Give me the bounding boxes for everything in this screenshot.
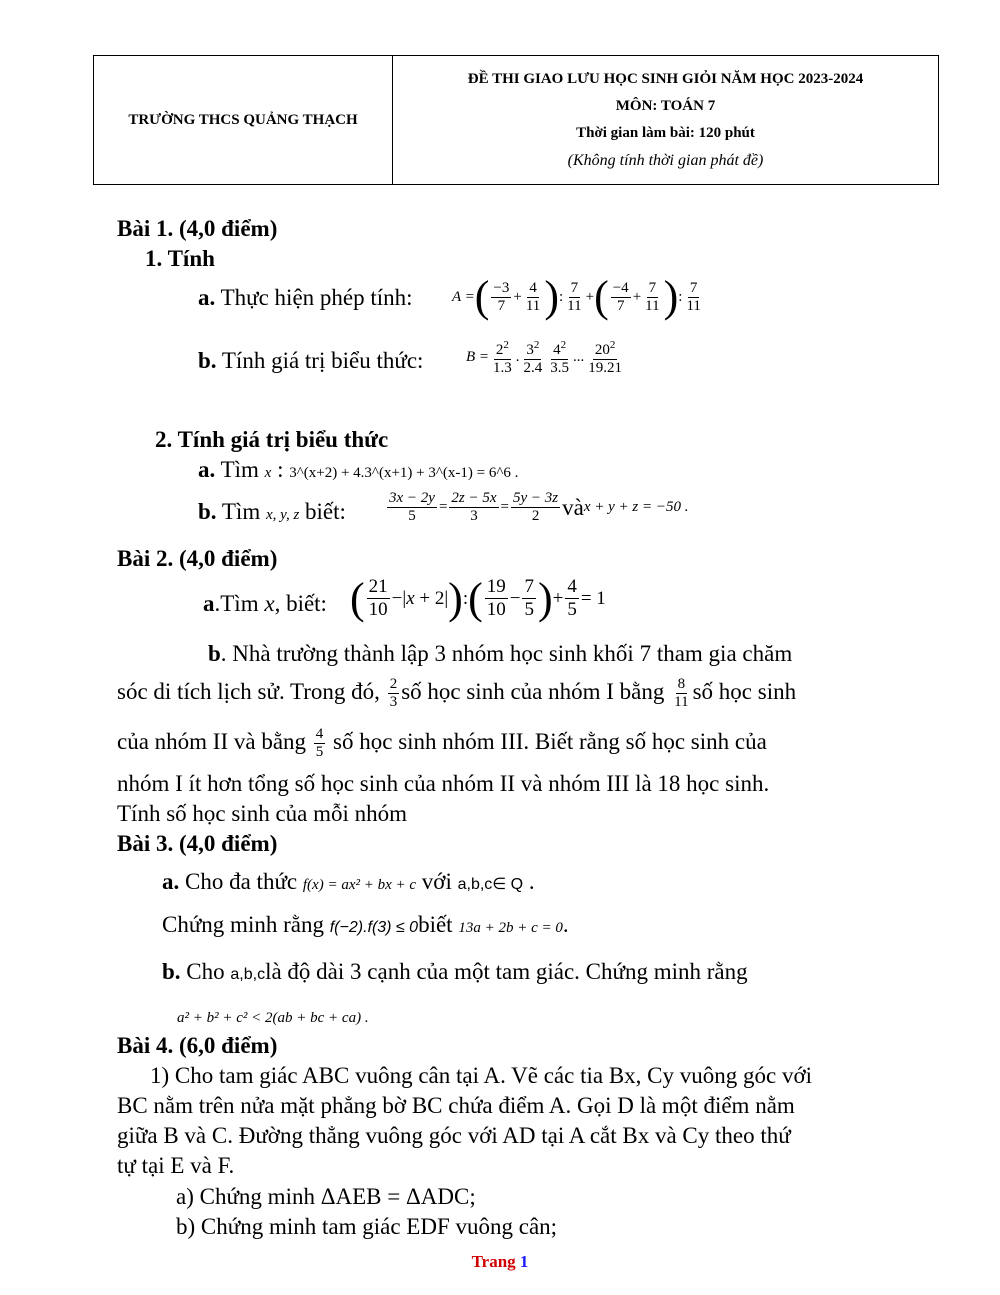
bai3-a2-line: [162, 911, 569, 942]
bai1-title: Bài 1. (4,0 điểm): [117, 216, 278, 241]
bai3-a2-text: Chứng minh rằng: [162, 912, 330, 937]
bai2-b-text3a: của nhóm II và bằng: [117, 728, 312, 754]
bai4-line2: BC nằm trên nửa mặt phẳng bờ BC chứa điểm A. Gọi D là một điểm nằm: [117, 1093, 795, 1118]
bai3-a-end: .: [523, 869, 535, 894]
bai2-b-text2c: số học sinh: [692, 678, 797, 704]
formula-A: A = ( $\frac{-3}{7}$ + $\frac{4}{11}$ ) : $\frac{7}{11}$ + ( $\frac{-4}{7}$ + $\frac{7}{11}$ ) : $\frac{7}{11}$: [452, 272, 701, 321]
bai1-b-line: [198, 347, 423, 375]
formula-ratio: $\frac{3x - 2y}{5}$ = $\frac{2z - 5x}{3}$ = $\frac{5y - 3z}{2}$ và x + y + z = −50 .: [389, 490, 689, 524]
bai1-2a-expr: 3^(x+2) + 4.3^(x+1) + 3^(x-1) = 6^6 .: [289, 465, 519, 481]
bai3-b-text2: là độ dài 3 cạnh của một tam giác. Chứng minh rằng: [265, 959, 748, 984]
bai2-a-var: x: [264, 591, 275, 616]
bai1-2a-label: a.: [198, 457, 216, 482]
page-number: 1: [519, 1252, 529, 1271]
exam-info: [393, 56, 938, 184]
bai1-2b-vars: x, y, z: [265, 507, 300, 523]
bai2-a-text2: , biết:: [274, 591, 327, 616]
bai2-b-line3: của nhóm II và bằng $\frac{4}{5}$ số học sinh nhóm III. Biết rằng số học sinh của: [117, 726, 767, 760]
bai4-line1: 1) Cho tam giác ABC vuông cân tại A. Vẽ các tia Bx, Cy vuông góc với: [150, 1063, 813, 1088]
bai3-a2-end: .: [562, 912, 569, 937]
bai2-b-line4: nhóm I ít hơn tổng số học sinh của nhóm II và nhóm III là 18 học sinh.: [117, 771, 770, 796]
bai4-title: Bài 4. (6,0 điểm): [117, 1033, 278, 1058]
bai1-2b-text: Tìm: [216, 499, 266, 524]
exam-title: ĐỀ THI GIAO LƯU HỌC SINH GIỎI NĂM HỌC 2023-2024: [467, 70, 864, 87]
bai2-b-line1: [208, 640, 792, 668]
bai3-a-text: Cho đa thức: [179, 869, 303, 894]
bai1-b-text: Tính giá trị biểu thức:: [216, 348, 424, 373]
bai1-2b-line: [198, 498, 346, 529]
bai1-a-label: a.: [198, 285, 216, 310]
bai3-a-set: a,b,c∈ Q: [457, 876, 524, 893]
bai3-a-text2: với: [416, 869, 458, 894]
bai4-line3: giữa B và C. Đường thẳng vuông góc với AD tại A cắt Bx và Cy theo thứ: [117, 1123, 791, 1148]
bai1-part2: 2. Tính giá trị biểu thức: [155, 427, 389, 452]
formula-abs: ( $\frac{21}{10}$ −|x + 2| ) : ( $\frac{19}{10}$ − $\frac{7}{5}$ ) + $\frac{4}{5}$ = 1: [350, 573, 606, 623]
bai3-title: Bài 3. (4,0 điểm): [117, 831, 278, 856]
bai1-b-label: b.: [198, 348, 217, 373]
bai2-b-text2b: số học sinh của nhóm I bằng: [401, 678, 671, 704]
page-footer: [0, 1252, 1000, 1272]
bai2-a-line: [203, 590, 327, 618]
bai3-a2-text2: biết: [418, 912, 459, 937]
bai4-line4: tự tại E và F.: [117, 1153, 235, 1178]
bai1-a-line: [198, 284, 413, 312]
bai2-b-text1: . Nhà trường thành lập 3 nhóm học sinh khối 7 tham gia chăm: [220, 641, 793, 666]
bai2-a-label: a: [203, 591, 215, 616]
bai1-2b-tail: x + y + z = −50 .: [583, 499, 689, 515]
bai3-b-label: b.: [162, 959, 181, 984]
bai3-b-vars: a,b,c: [230, 966, 266, 983]
bai3-b-text: Cho: [180, 959, 231, 984]
bai2-title: Bài 2. (4,0 điểm): [117, 546, 278, 571]
bai1-2b-mid: biết:: [299, 499, 346, 524]
bai4-b: b) Chứng minh tam giác EDF vuông cân;: [176, 1214, 558, 1239]
subject: MÔN: TOÁN 7: [615, 97, 716, 114]
school-name: TRƯỜNG THCS QUẢNG THẠCH: [94, 56, 393, 184]
bai2-b-label: b: [208, 641, 221, 666]
bai3-b-line: [162, 958, 748, 989]
bai1-2a-text: Tìm: [215, 457, 265, 482]
bai2-a-text: .Tìm: [214, 591, 265, 616]
bai1-part1: 1. Tính: [145, 246, 215, 271]
formula-B: B = $\frac{2^2}{1.3}$ . $\frac{3^2}{2.4}$ $\frac{4^2}{3.5}$ ... $\frac{20^2}{19.21}$: [466, 339, 623, 376]
header-table: [93, 55, 939, 185]
bai3-a2-expr: f(−2).f(3) ≤ 0: [329, 919, 419, 936]
bai1-2b-and: và: [562, 494, 584, 520]
bai3-b-expr-line: [177, 1001, 369, 1032]
bai1-2b-label: b.: [198, 499, 217, 524]
duration-note: (Không tính thời gian phát đề): [567, 151, 764, 169]
bai3-a-expr: f(x) = ax² + bx + c: [302, 877, 417, 893]
bai3-a2-cond: 13a + 2b + c = 0: [458, 920, 563, 936]
bai3-a-line: [162, 868, 535, 899]
bai2-b-line5: Tính số học sinh của mỗi nhóm: [117, 801, 408, 826]
bai2-b-text2a: sóc di tích lịch sử. Trong đó,: [117, 678, 386, 704]
bai2-b-line2: sóc di tích lịch sử. Trong đó, $\frac{2}{3}$ số học sinh của nhóm I bằng $\frac{8}{11}$ số học sinh: [117, 676, 797, 710]
duration: Thời gian làm bài: 120 phút: [576, 124, 755, 141]
bai3-b-expr: a² + b² + c² < 2(ab + bc + ca) .: [177, 1010, 369, 1026]
bai1-2a-line: a. Tìm x : 3^(x+2) + 4.3^(x+1) + 3^(x-1) = 6^6 .: [198, 457, 519, 482]
bai3-a-label: a.: [162, 869, 180, 894]
bai1-a-text: Thực hiện phép tính:: [215, 285, 413, 310]
page-label: Trang: [471, 1252, 516, 1271]
bai4-a: a) Chứng minh ΔAEB = ΔADC;: [176, 1184, 476, 1209]
bai2-b-text3b: số học sinh nhóm III. Biết rằng số học sinh của: [327, 728, 767, 754]
